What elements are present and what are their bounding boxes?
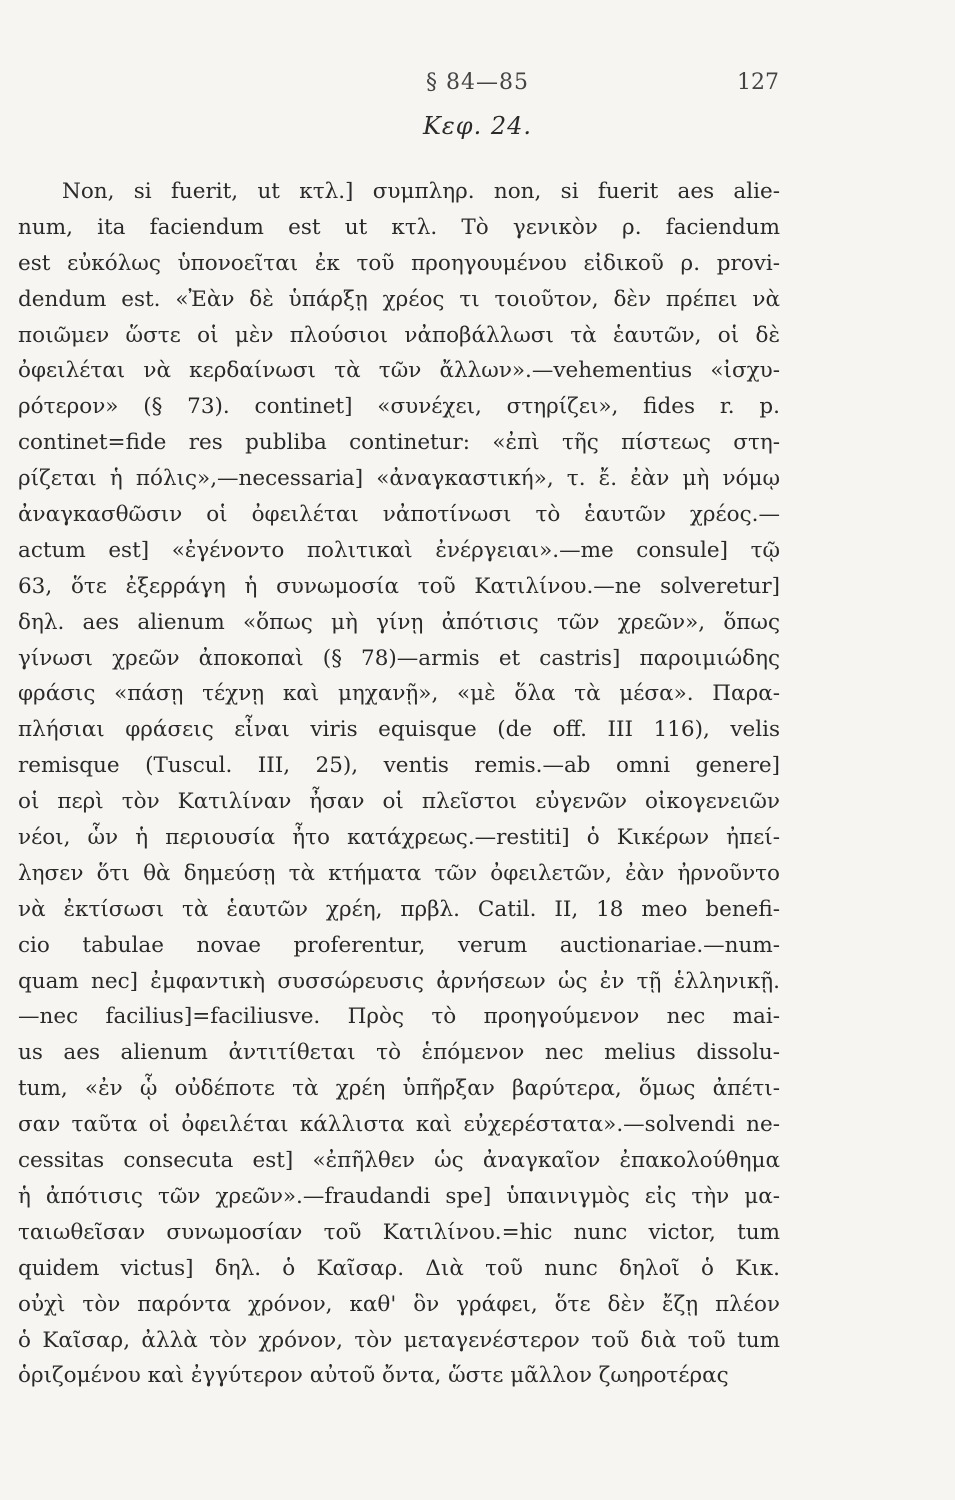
text-line: δηλ. aes alienum «ὅπως μὴ γίνῃ ἀπότισις τῶν χρεῶν», ὅπως — [18, 609, 780, 635]
running-head — [0, 70, 955, 106]
text-line: est εὐκόλως ὑπονοεῖται ἐκ τοῦ προηγουμένου εἰδικοῦ ρ. provi- — [18, 250, 780, 276]
text-line: ἡ ἀπότισις τῶν χρεῶν».—fraudandi spe] ὑπαινιγμὸς εἰς τὴν μα- — [18, 1183, 780, 1209]
chapter-heading: Κεφ. 24. — [422, 112, 533, 140]
text-line: 63, ὅτε ἐξερράγη ἡ συνωμοσία τοῦ Κατιλίνου.—ne solveretur] — [18, 573, 780, 599]
text-line: σαν ταῦτα οἱ ὀφειλέται κάλλιστα καὶ εὐχερέστατα».—solvendi ne- — [18, 1112, 780, 1138]
text-line: οἱ περὶ τὸν Κατιλίναν ἦσαν οἱ πλεῖστοι εὐγενῶν οἰκογενειῶν — [18, 789, 780, 815]
page-number: 127 — [737, 70, 779, 95]
commentary-text — [18, 174, 780, 1394]
text-line: ὀφειλέται νὰ κερδαίνωσι τὰ τῶν ἄλλων».—vehementius «ἰσχυ- — [18, 358, 780, 384]
text-line: γίνωσι χρεῶν ἀποκοπαὶ (§ 78)—armis et castris] παροιμιώδης — [18, 645, 780, 671]
text-line: φράσις «πάσῃ τέχνῃ καὶ μηχανῇ», «μὲ ὅλα τὰ μέσα». Παρα- — [18, 681, 780, 707]
text-line: tum, «ἐν ᾧ οὐδέποτε τὰ χρέη ὑπῆρξαν βαρύτερα, ὅμως ἀπέτι- — [18, 1076, 780, 1102]
text-line: us aes alienum ἀντιτίθεται τὸ ἑπόμενον nec melius dissolu- — [18, 1040, 780, 1066]
text-line: actum est] «ἐγένοντο πολιτικαὶ ἐνέργειαι».—me consule] τῷ — [18, 537, 780, 563]
text-line: λησεν ὅτι θὰ δημεύσῃ τὰ κτήματα τῶν ὀφειλετῶν, ἐὰν ἠρνοῦντο — [18, 860, 780, 886]
text-line: continet=fide res publiba continetur: «ἐπὶ τῆς πίστεως στη- — [18, 430, 780, 456]
text-line: ὁ Καῖσαρ, ἀλλὰ τὸν χρόνον, τὸν μεταγενέστερον τοῦ διὰ τοῦ tum — [18, 1327, 780, 1353]
text-line: remisque (Tuscul. III, 25), ventis remis.—ab omni genere] — [18, 753, 780, 779]
text-line: cessitas consecuta est] «ἐπῆλθεν ὡς ἀναγκαῖον ἐπακολούθημα — [18, 1148, 780, 1174]
text-line: ταιωθεῖσαν συνωμοσίαν τοῦ Κατιλίνου.=hic nunc victor, tum — [18, 1219, 780, 1245]
text-line: ρίζεται ἡ πόλις»,—necessaria] «ἀναγκαστική», τ. ἔ. ἐὰν μὴ νόμῳ — [18, 466, 780, 492]
text-line: ρότερον» (§ 73). continet] «συνέχει, στηρίζει», fides r. p. — [18, 394, 780, 420]
text-line: quidem victus] δηλ. ὁ Καῖσαρ. Διὰ τοῦ nunc δηλοῖ ὁ Κικ. — [18, 1255, 780, 1281]
text-line: οὐχὶ τὸν παρόντα χρόνον, καθ' ὃν γράφει, ὅτε δὲν ἔζῃ πλέον — [18, 1291, 780, 1317]
text-line: νέοι, ὧν ἡ περιουσία ἦτο κατάχρεως.—restiti] ὁ Κικέρων ἠπεί- — [18, 825, 780, 851]
text-line: Non, si fuerit, ut κτλ.] συμπληρ. non, si fuerit aes alie- — [62, 179, 780, 204]
text-line: cio tabulae novae proferentur, verum auctionariae.—num- — [18, 932, 780, 958]
text-line: πλήσιαι φράσεις εἶναι viris equisque (de off. III 116), velis — [18, 717, 780, 743]
text-line: num, ita faciendum est ut κτλ. Τὸ γενικὸν ρ. faciendum — [18, 214, 780, 240]
text-line: νὰ ἐκτίσωσι τὰ ἑαυτῶν χρέη, πρβλ. Catil. II, 18 meo benefi- — [18, 896, 780, 922]
section-reference: § 84—85 — [426, 70, 529, 95]
text-line: —nec facilius]=faciliusve. Πρὸς τὸ προηγούμενον nec mai- — [18, 1004, 780, 1030]
text-line: ἀναγκασθῶσιν οἱ ὀφειλέται νἀποτίνωσι τὸ ἑαυτῶν χρέος.— — [18, 502, 780, 528]
text-line: dendum est. «Ἐὰν δὲ ὑπάρξῃ χρέος τι τοιοῦτον, δὲν πρέπει νὰ — [18, 286, 780, 312]
text-line: quam nec] ἐμφαντικὴ συσσώρευσις ἀρνήσεων ὡς ἐν τῇ ἑλληνικῇ. — [18, 968, 780, 994]
text-line: ὁριζομένου καὶ ἐγγύτερον αὐτοῦ ὄντα, ὥστε μᾶλλον ζωηροτέρας — [18, 1363, 729, 1389]
text-line: ποιῶμεν ὥστε οἱ μὲν πλούσιοι νἀποβάλλωσι τὰ ἑαυτῶν, οἱ δὲ — [18, 322, 780, 348]
